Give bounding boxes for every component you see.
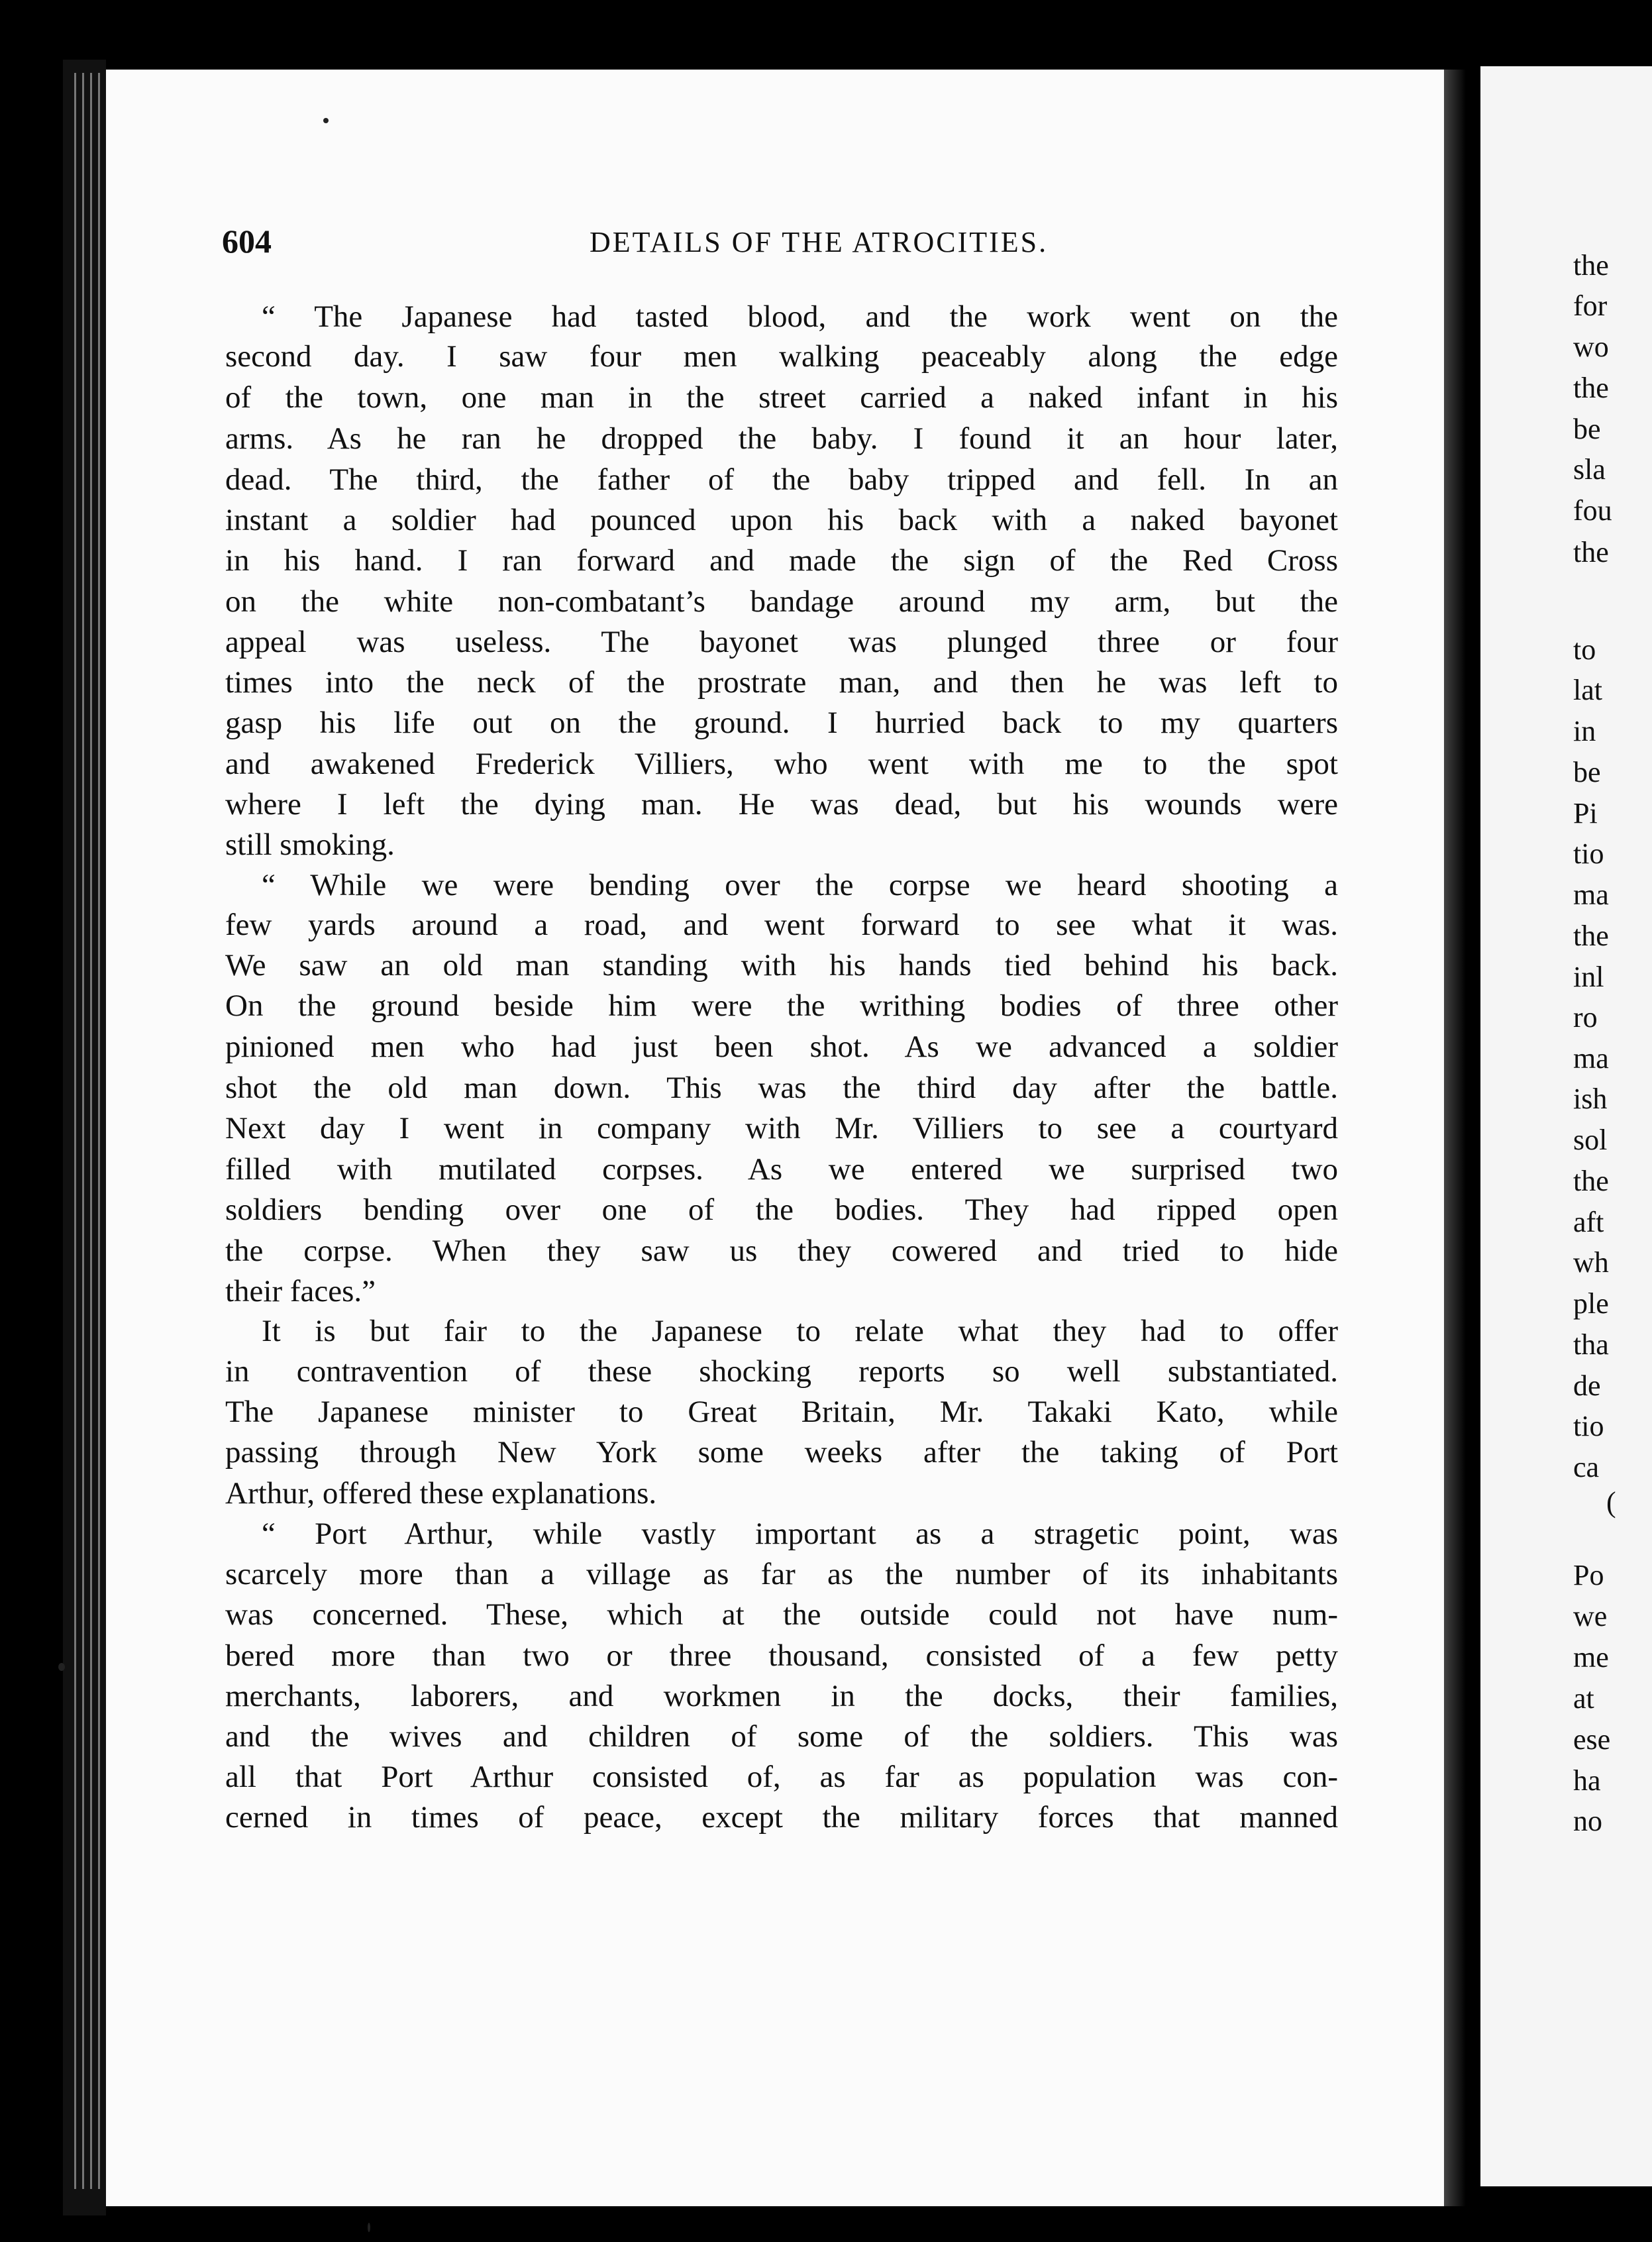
facing-page-fragment: ha <box>1573 1764 1601 1797</box>
text-line: all that Port Arthur consisted of, as far as population was con- <box>225 1760 1338 1794</box>
text-line: scarcely more than a village as far as the number of its inhabitants <box>225 1557 1338 1591</box>
facing-page-fragment: to <box>1573 633 1596 666</box>
text-line: where I left the dying man. He was dead, but his wounds were <box>225 787 1338 822</box>
text-line: Next day I went in company with Mr. Villiers to see a courtyard <box>225 1111 1338 1146</box>
facing-page-fragment: inl <box>1573 961 1604 993</box>
text-line: arms. As he ran he dropped the baby. I found it an hour later, <box>225 421 1338 456</box>
text-line: bered more than two or three thousand, consisted of a few petty <box>225 1638 1338 1673</box>
text-line: of the town, one man in the street carried a naked infant in his <box>225 380 1338 415</box>
text-line: the corpse. When they saw us they cowered and tried to hide <box>225 1234 1338 1268</box>
facing-page-fragment: the <box>1573 920 1609 952</box>
facing-page-fragment: ma <box>1573 879 1609 911</box>
text-line: instant a soldier had pounced upon his back with a naked bayonet <box>225 503 1338 537</box>
text-line: still smoking. <box>225 827 395 862</box>
facing-page-fragment: Po <box>1573 1559 1604 1591</box>
facing-page-fragment: the <box>1573 249 1609 282</box>
facing-page-fragment: be <box>1573 756 1601 788</box>
text-line: gasp his life out on the ground. I hurried back to my quarters <box>225 706 1338 740</box>
facing-page-fragment: the <box>1573 1165 1609 1197</box>
text-line: merchants, laborers, and workmen in the docks, their families, <box>225 1679 1338 1713</box>
facing-page-fragment: wh <box>1573 1246 1609 1279</box>
facing-page-fragment: in <box>1573 715 1596 747</box>
facing-page-fragment: sol <box>1573 1124 1608 1156</box>
facing-page-fragment: be <box>1573 413 1601 445</box>
scan-speck <box>58 1663 65 1671</box>
facing-page-fragment: wo <box>1573 331 1609 363</box>
facing-page-fragment: lat <box>1573 674 1602 706</box>
facing-page-fragment: sla <box>1573 453 1606 486</box>
facing-page-fragment: fou <box>1573 494 1612 527</box>
facing-page-fragment: me <box>1573 1641 1609 1674</box>
text-line: cerned in times of peace, except the military forces that manned <box>225 1800 1338 1835</box>
text-line: “ While we were bending over the corpse we heard shooting a <box>262 868 1338 902</box>
text-line: “ Port Arthur, while vastly important as a stragetic point, was <box>262 1517 1338 1551</box>
facing-page-fragment: tha <box>1573 1328 1609 1361</box>
text-line: second day. I saw four men walking peaceably along the edge <box>225 339 1338 374</box>
facing-page-fragment: ro <box>1573 1001 1598 1034</box>
facing-page-fragment: tio <box>1573 837 1604 870</box>
binding-line <box>74 73 76 2189</box>
text-line: We saw an old man standing with his hands tied behind his back. <box>225 948 1338 983</box>
text-line: and awakened Frederick Villiers, who went with me to the spot <box>225 747 1338 781</box>
text-line: on the white non-combatant’s bandage around my arm, but the <box>225 584 1338 619</box>
text-line: was concerned. These, which at the outside could not have num- <box>225 1597 1338 1632</box>
text-line: soldiers bending over one of the bodies. They had ripped open <box>225 1193 1338 1227</box>
facing-page-fragment: for <box>1573 290 1608 322</box>
text-line: Arthur, offered these explanations. <box>225 1476 657 1511</box>
text-line: in his hand. I ran forward and made the sign of the Red Cross <box>225 543 1338 578</box>
facing-page-fragment: ple <box>1573 1287 1609 1320</box>
scan-speck <box>323 118 329 123</box>
book-gutter <box>1444 70 1480 2206</box>
text-line: The Japanese minister to Great Britain, Mr. Takaki Kato, while <box>225 1395 1338 1429</box>
text-line: appeal was useless. The bayonet was plunged three or four <box>225 625 1338 659</box>
facing-page-fragment: we <box>1573 1600 1608 1632</box>
binding-line <box>90 73 92 2189</box>
facing-page-fragment: de <box>1573 1369 1601 1402</box>
scan-speck <box>368 2223 370 2232</box>
text-line: few yards around a road, and went forward to see what it was. <box>225 908 1338 942</box>
binding-line <box>82 73 84 2189</box>
facing-page-fragment: the <box>1573 372 1609 404</box>
text-line: On the ground beside him were the writhing bodies of three other <box>225 988 1338 1023</box>
text-line: It is but fair to the Japanese to relate what they had to offer <box>262 1314 1338 1348</box>
facing-page-fragment: ma <box>1573 1042 1609 1075</box>
facing-page-fragment: aft <box>1573 1206 1604 1238</box>
text-line: filled with mutilated corpses. As we entered we surprised two <box>225 1152 1338 1187</box>
text-line: shot the old man down. This was the third day after the battle. <box>225 1071 1338 1105</box>
facing-page-fragment: ( <box>1606 1486 1616 1519</box>
facing-page-fragment: ca <box>1573 1451 1600 1483</box>
text-line: their faces.” <box>225 1274 376 1308</box>
facing-page-fragment: tio <box>1573 1410 1604 1442</box>
text-line: in contravention of these shocking reports so well substantiated. <box>225 1354 1338 1389</box>
text-line: and the wives and children of some of the soldiers. This was <box>225 1719 1338 1754</box>
facing-page-fragment: Pi <box>1573 797 1598 829</box>
text-line: times into the neck of the prostrate man, and then he was left to <box>225 665 1338 700</box>
page-number: 604 <box>222 223 272 260</box>
facing-page-fragment: at <box>1573 1682 1594 1715</box>
text-line: passing through New York some weeks after the taking of Port <box>225 1435 1338 1469</box>
text-line: pinioned men who had just been shot. As we advanced a soldier <box>225 1030 1338 1064</box>
facing-page <box>1480 66 1652 2186</box>
text-line: “ The Japanese had tasted blood, and the work went on the <box>262 299 1338 334</box>
facing-page-fragment: no <box>1573 1805 1602 1837</box>
facing-page-fragment: the <box>1573 536 1609 568</box>
text-line: dead. The third, the father of the baby tripped and fell. In an <box>225 462 1338 497</box>
binding-line <box>98 73 100 2189</box>
running-head: DETAILS OF THE ATROCITIES. <box>590 226 1049 258</box>
facing-page-fragment: ese <box>1573 1723 1611 1756</box>
facing-page-fragment: ish <box>1573 1083 1608 1115</box>
